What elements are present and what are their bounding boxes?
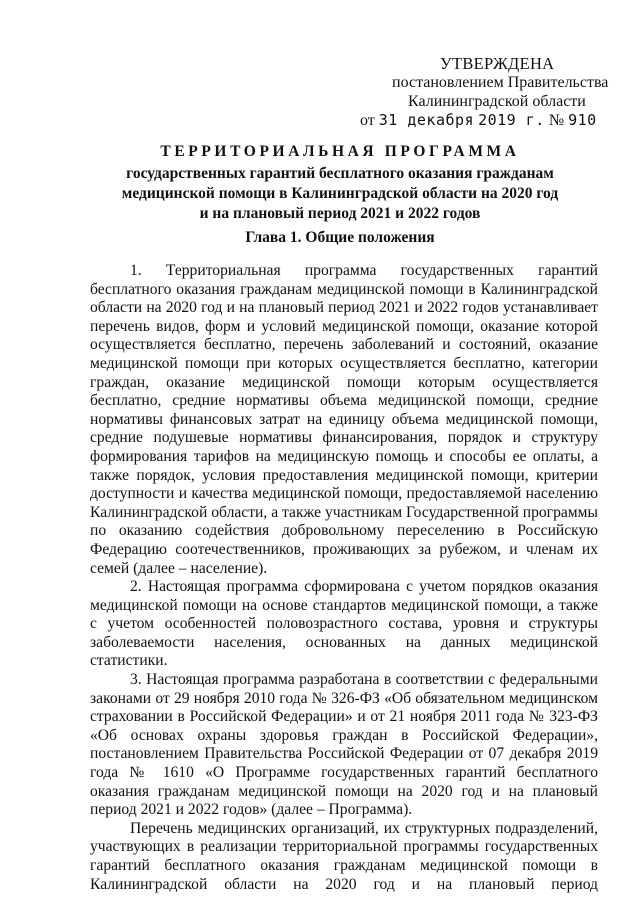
paragraph-1: 1. Территориальная программа государственных гарантий бесплатного оказания гражданам медицинской помощи в Калининградской области на 2020 год и на плановый период 2021 и 2022 годов устанавливает перечень видов, форм и условий медицинской помощи, оказание которой осуществляется бесплатно, перечень заболеваний и состояний, оказание медицинской помощи при которых осуществляется бесплатно, категории граждан, оказание медицинской помощи которым осуществляется бесплатно, средние нормативы объема медицинской помощи, средние нормативы финансовых затрат на единицу объема медицинской помощи, средние подушевые нормативы финансирования, порядок и структуру формирования тарифов на медицинскую помощь и способы ее оплаты, а также порядок, условия предоставления медицинской помощи, критерии доступности и качества медицинской помощи, предоставляемой населению Калининградской области, а также участникам Государственной программы по оказанию содействия добровольному переселению в Российскую Федерацию соотечественников, проживающих за рубежом, и членам их семей (далее – население). [90,262,598,577]
approval-title: УТВЕРЖДЕНА [440,54,555,73]
paragraph-4: Перечень медицинских организаций, их структурных подразделений, участвующих в реализации территориальной программы государственных гарантий бесплатного оказания гражданам медицинской помощи в Калининградской области на 2020 год и на плановый период [90,819,598,893]
paragraph-2: 2. Настоящая программа сформирована с учетом порядков оказания медицинской помощи на основе стандартов медицинской помощи, а также с учетом особенностей половозрастного состава, уровня и структуры заболеваемости населения, основанных на данных медицинской статистики. [90,578,598,670]
approval-date: 31 декабря [378,111,475,129]
title-line-3: и на плановый период 2021 и 2022 годов [199,205,481,222]
approval-stamp [360,54,609,130]
chapter-heading: Глава 1. Общие положения [245,229,435,246]
approval-by: постановлением Правительства [392,74,609,91]
approval-region: Калининградской области [408,93,586,110]
document-body [90,262,598,894]
approval-number-sign: № [548,112,565,129]
approval-date-prefix: от [360,112,375,129]
document-title [80,142,600,224]
paragraph-3: 3. Настоящая программа разработана в соответствии с федеральными законами от 29 ноября 2010 года № 326-ФЗ «Об обязательном медицинском страховании в Российской Федерации» и от 21 ноября 2011 года № 323-ФЗ «Об основах охраны здоровья граждан в Российской Федерации», постановлением Правительства Российской Федерации от 07 декабря 2019 года № 1610 «О Программе государственных гарантий бесплатного оказания гражданам медицинской помощи на 2020 год и на плановый период 2021 и 2022 годов» (далее – Программа). [90,671,598,819]
title-heading: ТЕРРИТОРИАЛЬНАЯ ПРОГРАММА [160,143,520,160]
title-line-1: государственных гарантий бесплатного оказания гражданам [126,165,554,182]
approval-year: 2019 г. [478,111,545,129]
approval-number: 910 [568,111,597,129]
approval-date-line [360,111,600,130]
title-line-2: медицинской помощи в Калининградской области на 2020 год [121,185,559,202]
